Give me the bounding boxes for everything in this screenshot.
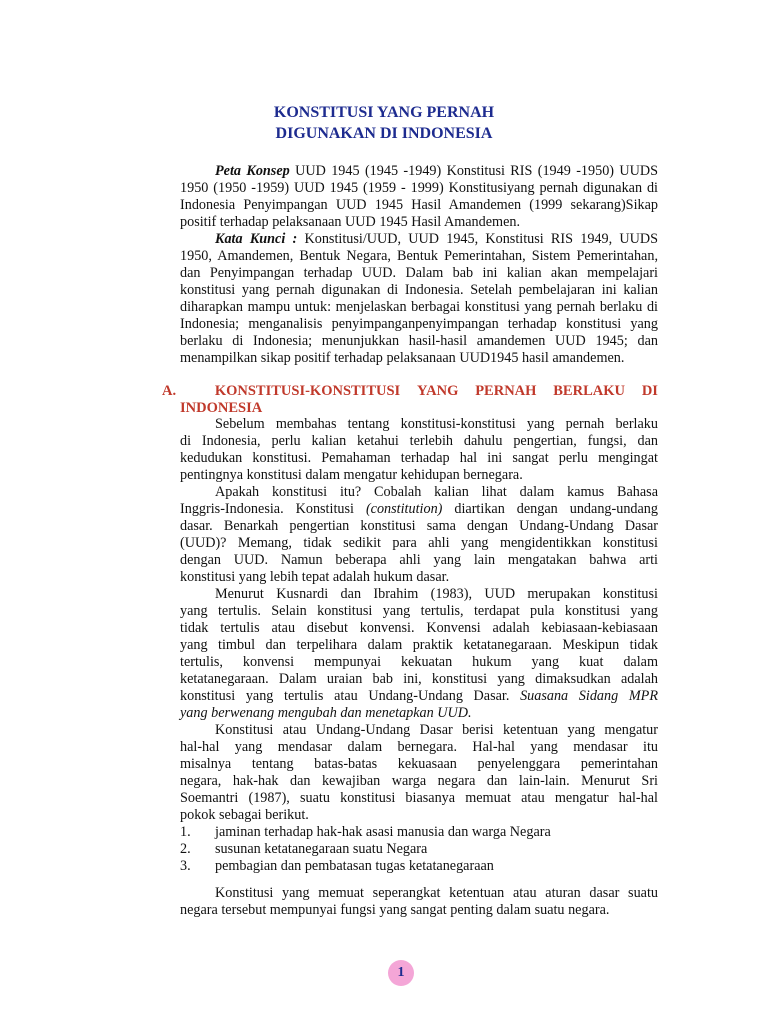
kata-kunci-label: Kata Kunci : [215, 231, 298, 247]
para1-line1: Sebelum membahas tentang konstitusi-konstitusi yang pernah berlaku [215, 416, 658, 432]
page-title-line2: DIGUNAKAN DI INDONESIA [275, 125, 493, 142]
kata-kunci-line2: 1950, Amandemen, Bentuk Negara, Bentuk Pemerintahan, Sistem Pemerintahan, [180, 248, 658, 264]
para3-line3: tidak tertulis atau disebut konvensi. Konvensi adalah kebiasaan-kebiasaan [180, 620, 658, 636]
kata-kunci-line5: diharapkan mampu untuk: menjelaskan berbagai konstitusi yang pernah berlaku di [180, 299, 658, 315]
para4-line5: Soemantri (1987), suatu konstitusi biasanya memuat atau mengatur hal-hal [180, 790, 658, 806]
para2-line6: konstitusi yang lebih tepat adalah hukum dasar. [180, 569, 450, 585]
kata-kunci-line6: Indonesia; menganalisis penyimpanganpenyimpangan terhadap konstitusi yang [180, 316, 658, 332]
list-item: 1. jaminan terhadap hak-hak asasi manusia dan warga Negara [180, 824, 551, 840]
para3-line7: konstitusi yang tertulis atau Undang-Undang Dasar. Suasana Sidang MPR [180, 688, 658, 704]
para4-line4: negara, hak-hak dan kewajiban warga negara dan lain-lain. Menurut Sri [180, 773, 658, 789]
para3-line1: Menurut Kusnardi dan Ibrahim (1983), UUD merupakan konstitusi [215, 586, 658, 602]
kata-kunci-line1: Kata Kunci : Konstitusi/UUD, UUD 1945, Konstitusi RIS 1949, UUDS [215, 231, 659, 247]
para4-line3: misalnya tentang batas-batas kekuasaan penyelenggara pemerintahan [180, 756, 658, 772]
photo-caption: Suasana Sidang MPR [520, 688, 658, 704]
kata-kunci-line8: menampilkan sikap positif terhadap pelaksanaan UUD1945 hasil amandemen. [180, 350, 625, 366]
para2-line5: dengan UUD. Namun beberapa ahli yang lain mengatakan bahwa arti [180, 552, 658, 568]
para3-line8: yang berwenang mengubah dan menetapkan UUD. [180, 705, 472, 721]
para1-line2: di Indonesia, perlu kalian ketahui terlebih dahulu pengertian, fungsi, dan [180, 433, 658, 449]
para2-line4: (UUD)? Memang, tidak sedikit para ahli yang mengidentikkan konstitusi [180, 535, 658, 551]
para2-line3: dasar. Benarkah pengertian konstitusi sama dengan Undang-Undang Dasar [180, 518, 658, 534]
para5-line2: negara tersebut mempunyai fungsi yang sangat penting dalam suatu negara. [180, 902, 610, 918]
section-a-heading-line1: A. KONSTITUSI-KONSTITUSI YANG PERNAH BERLAKU DI [162, 383, 658, 399]
peta-konsep-line1: Peta Konsep UUD 1945 (1945 -1949) Konstitusi RIS (1949 -1950) UUDS [215, 163, 659, 179]
list-item: 3. pembagian dan pembatasan tugas ketatanegaraan [180, 858, 494, 874]
peta-konsep-line2: 1950 (1950 -1959) UUD 1945 (1959 - 1999) Konstitusiyang pernah digunakan di [180, 180, 658, 196]
para1-line3: kedudukan konstitusi. Pemahaman terhadap hal ini sangat perlu mengingat [180, 450, 658, 466]
kata-kunci-line3: dan Penyimpangan terhadap UUD. Dalam bab ini kalian akan mempelajari [180, 265, 658, 281]
para4-line2: hal-hal yang mendasar dalam bernegara. Hal-hal yang mendasar itu [180, 739, 658, 755]
peta-konsep-line4: positif terhadap pelaksanaan UUD 1945 Hasil Amandemen. [180, 214, 521, 230]
para3-line4: yang timbul dan terpelihara dalam praktik ketatanegaraan. Meskipun tidak [180, 637, 658, 653]
kata-kunci-line4: konstitusi yang pernah digunakan di Indonesia. Setelah pembelajaran ini kalian [180, 282, 658, 298]
para2-line1: Apakah konstitusi itu? Cobalah kalian lihat dalam kamus Bahasa [215, 484, 658, 500]
para3-line2: yang tertulis. Selain konstitusi yang tertulis, terdapat pula konstitusi yang [180, 603, 658, 619]
page-number-badge: 1 [388, 960, 414, 986]
para5-line1: Konstitusi yang memuat seperangkat ketentuan atau aturan dasar suatu [215, 885, 658, 901]
kata-kunci-line7: berlaku di Indonesia; menunjukkan hasil-hasil amandemen UUD 1945; dan [180, 333, 658, 349]
section-a-heading-line2: INDONESIA [180, 400, 263, 416]
section-a-heading [162, 383, 658, 417]
para1-line4: pentingnya konstitusi dalam mengatur kehidupan bernegara. [180, 467, 523, 483]
para4-line6: pokok sebagai berikut. [180, 807, 309, 823]
para3-line5: tertulis, konvensi mempunyai kekuatan hukum yang kuat dalam [180, 654, 658, 670]
para3-line6: ketatanegaraan. Dalam uraian bab ini, konstitusi yang dimaksudkan adalah [180, 671, 658, 687]
list-item: 2. susunan ketatanegaraan suatu Negara [180, 841, 428, 857]
peta-konsep-label: Peta Konsep [215, 163, 290, 179]
para4-line1: Konstitusi atau Undang-Undang Dasar berisi ketentuan yang mengatur [215, 722, 658, 738]
section-a-letter: A. [162, 383, 177, 399]
para2-line2: Inggris-Indonesia. Konstitusi (constitution) diartikan dengan undang-undang [180, 501, 658, 517]
page-title-line1: KONSTITUSI YANG PERNAH [273, 104, 495, 121]
peta-konsep-line3: Indonesia Penyimpangan UUD 1945 Hasil Amandemen (1999 sekarang)Sikap [180, 197, 658, 213]
